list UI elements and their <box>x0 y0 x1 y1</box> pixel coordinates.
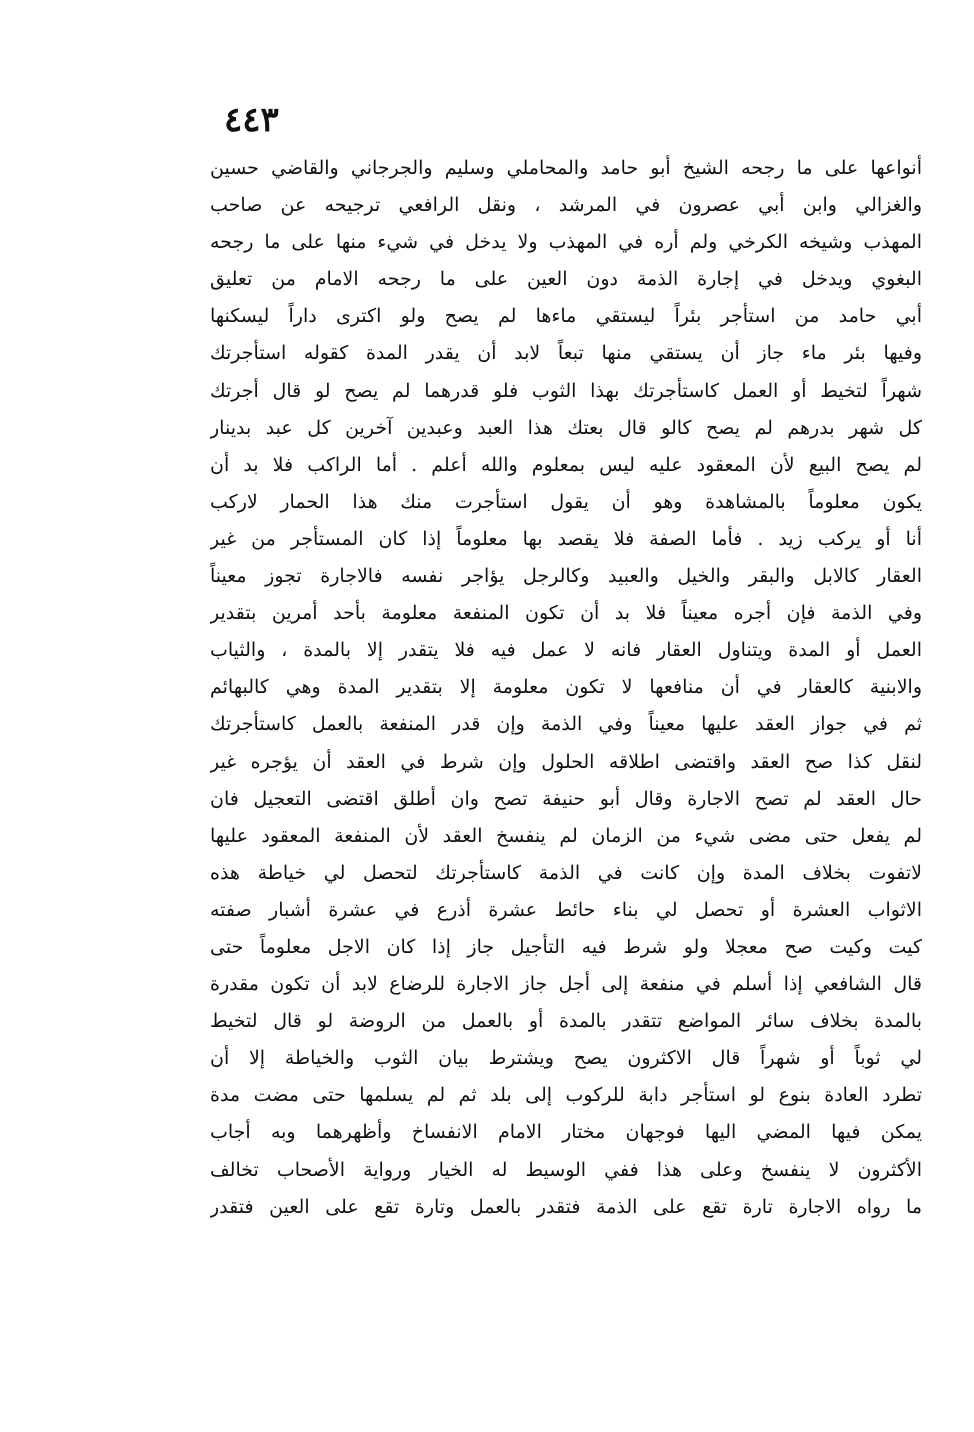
text-line: بالمدة بخلاف سائر المواضع تتقدر بالمدة أو بالعمل من الروضة لو قال لتخيط <box>210 1010 922 1033</box>
text-line: ثم في جواز العقد عليها معيناً وفي الذمة وإن قدر المنفعة بالعمل كاستأجرتك <box>210 713 922 736</box>
text-line: أنا أو يركب زيد . فأما الصفة فلا يقصد بها معلوماً إذا كان المستأجر من غير <box>210 527 922 550</box>
text-line: المهذب وشيخه الكرخي ولم أره في المهذب ولا يدخل في شيء منها على ما رجحه <box>210 231 922 254</box>
text-line: لي ثوباً أو شهراً قال الاكثرون يصح ويشترط بيان الثوب والخياطة إلا أن <box>210 1047 922 1070</box>
text-line: الأكثرون لا ينفسخ وعلى هذا ففي الوسيط له الخيار ورواية الأصحاب تخالف <box>210 1158 922 1181</box>
text-line: ما رواه الاجارة تارة تقع على الذمة فتقدر بالعمل وتارة تقع على العين فتقدر <box>210 1195 922 1218</box>
text-line: لم يصح البيع لأن المعقود عليه ليس بمعلوم والله أعلم . أما الراكب فلا بد أن <box>210 453 922 476</box>
text-line: أنواعها على ما رجحه الشيخ أبو حامد والمحاملي وسليم والجرجاني والقاضي حسين <box>210 157 922 179</box>
text-line: الاثواب العشرة أو تحصل لي بناء حائط عشرة أذرع في عشرة أشبار صفته <box>210 898 922 921</box>
page-number: ٤٤٣ <box>224 100 279 140</box>
text-line: حال العقد لم تصح الاجارة وقال أبو حنيفة تصح وان أطلق اقتضى التعجيل فان <box>210 787 922 810</box>
text-line: والغزالي وابن أبي عصرون في المرشد ، ونقل الرافعي ترجيحه عن صاحب <box>210 194 922 217</box>
body-text <box>210 150 922 1226</box>
text-line: وفي الذمة فإن أجره معيناً فلا بد أن تكون المنفعة معلومة بأحد أمرين بتقدير <box>210 602 922 625</box>
text-line: قال الشافعي إذا أسلم في منفعة إلى أجل جاز الاجارة للرضاع لابد أن تكون مقدرة <box>210 973 922 996</box>
text-line: وفيها بئر ماء جاز أن يستقي منها تبعاً لابد أن يقدر المدة كقوله استأجرتك <box>210 342 922 365</box>
text-line: يمكن فيها المضي اليها فوجهان مختار الامام الانفساخ وأظهرهما وبه أجاب <box>210 1121 922 1144</box>
text-line: يكون معلوماً بالمشاهدة وهو أن يقول استأجرت منك هذا الحمار لاركب <box>210 490 922 513</box>
text-line: شهراً لتخيط أو العمل كاستأجرتك بهذا الثوب فلو قدرهما لم يصح لو قال أجرتك <box>210 379 922 402</box>
text-line: العمل أو المدة ويتناول العقار فانه لا عمل فيه فلا يتقدر إلا بالمدة ، والثياب <box>210 639 922 662</box>
text-line: والابنية كالعقار في أن منافعها لا تكون معلومة إلا بتقدير المدة وهي كالبهائم <box>210 676 922 699</box>
text-line: لنقل كذا صح العقد واقتضى اطلاقه الحلول وإن شرط في العقد أن يؤجره غير <box>210 750 922 773</box>
text-line: كل شهر بدرهم لم يصح كالو قال بعتك هذا العبد وعبدين آخرين كل عبد بدينار <box>210 416 922 439</box>
text-line: لاتفوت بخلاف المدة وإن كانت في الذمة كاستأجرتك لتحصل لي خياطة هذه <box>210 861 922 884</box>
text-line: العقار كالابل والبقر والخيل والعبيد وكالرجل يؤاجر نفسه فالاجارة تجوز معيناً <box>210 565 922 588</box>
text-line: كيت وكيت صح معجلا ولو شرط فيه التأجيل جاز إذا كان الاجل معلوماً حتى <box>210 935 922 958</box>
text-line: أبي حامد من استأجر بئراً ليستقي ماءها لم يصح ولو اكترى داراً ليسكنها <box>210 305 922 328</box>
text-line: لم يفعل حتى مضى شيء من الزمان لم ينفسخ العقد لأن المنفعة المعقود عليها <box>210 824 922 847</box>
text-line: تطرد العادة بنوع لو استأجر دابة للركوب إلى بلد ثم لم يسلمها حتى مضت مدة <box>210 1084 922 1107</box>
text-line: البغوي ويدخل في إجارة الذمة دون العين على ما رجحه الامام من تعليق <box>210 268 922 291</box>
